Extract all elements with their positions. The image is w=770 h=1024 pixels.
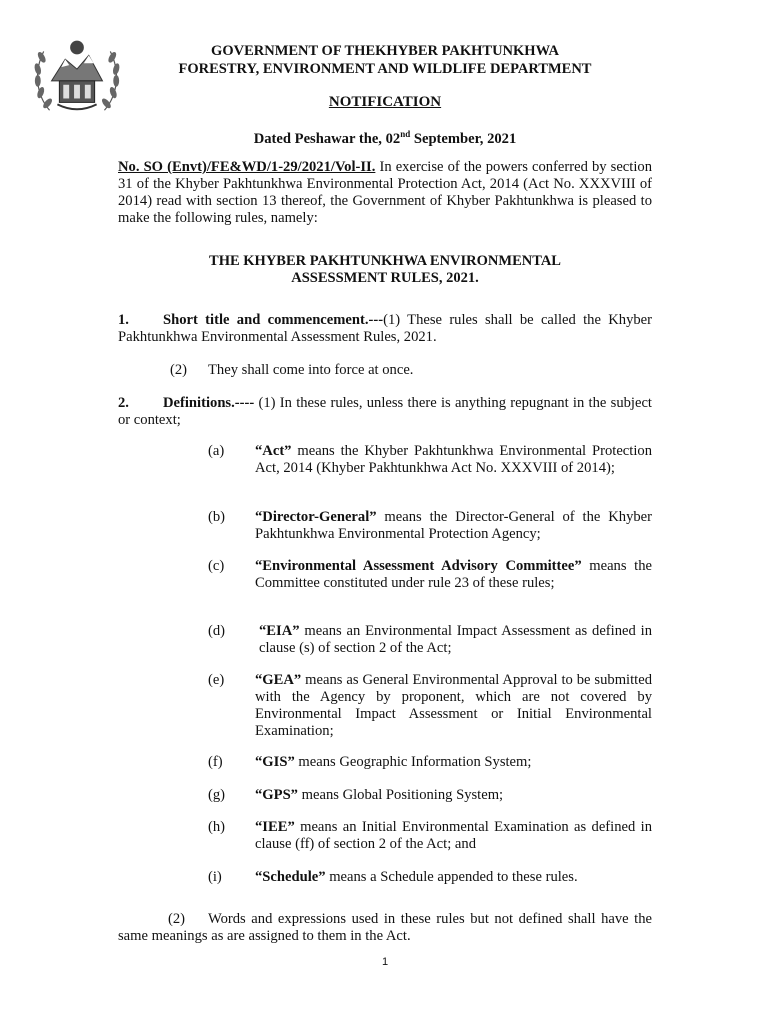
definition-item	[255, 869, 652, 886]
definition-label: (d)	[208, 623, 226, 639]
section-2-sub2-text: Words and expressions used in these rules but not defined shall have the same meanings as are assigned to them in the Act.	[118, 911, 652, 944]
definition-text: means an Environmental Impact Assessment as defined in clause (s) of section 2 of the Act;	[259, 623, 652, 656]
notification-title: NOTIFICATION	[328, 94, 442, 110]
definition-label: (f)	[208, 754, 223, 770]
definition-text: means as General Environmental Approval to be submitted with the Agency by proponent, which are not covered by Environmental Impact Assessment or Initial Environmental Examination;	[255, 672, 652, 739]
section-1-sub2-label: (2)	[170, 362, 188, 378]
definition-text: means the Committee constituted under rule 23 of these rules;	[255, 558, 652, 591]
section-2-number: 2.	[118, 395, 129, 411]
definition-term: “Schedule”	[255, 869, 326, 885]
definition-item	[255, 558, 652, 592]
preamble-text: In exercise of the powers conferred by section 31 of the Khyber Pakhtunkhwa Environmental Protection Act, 2014 (Act No. XXXVIII of 2014) read with section 13 thereof, the Government of Khyber Pakhtunkhwa is pleased to make the following rules, namely:	[118, 159, 652, 226]
definition-text: means Geographic Information System;	[294, 754, 532, 770]
section-1-paragraph	[118, 312, 652, 346]
government-emblem-icon	[28, 24, 126, 122]
definition-item	[255, 443, 652, 477]
dated-superscript: nd	[400, 129, 411, 139]
rules-title-line1: THE KHYBER PAKHTUNKHWA ENVIRONMENTAL	[209, 253, 561, 269]
definition-text: means the Director-General of the Khyber Pakhtunkhwa Environmental Protection Agency;	[255, 509, 652, 542]
definition-label: (e)	[208, 672, 225, 688]
section-1-text: (1) These rules shall be called the Khyber Pakhtunkhwa Environmental Assessment Rules, 2021.	[118, 312, 653, 345]
definition-term: “Environmental Assessment Advisory Committee”	[255, 558, 582, 574]
definition-text: means the Khyber Pakhtunkhwa Environmental Protection Act, 2014 (Khyber Pakhtunkhwa Act No. XXXVIII of 2014);	[255, 443, 652, 476]
definition-label: (h)	[208, 819, 226, 835]
definition-label: (a)	[208, 443, 225, 459]
page-number: 1	[381, 956, 389, 968]
definition-item	[255, 509, 652, 543]
definition-text: means an Initial Environmental Examination as defined in clause (ff) of section 2 of the Act; and	[255, 819, 652, 852]
definition-item	[255, 672, 652, 740]
definition-term: “GEA”	[255, 672, 302, 688]
definition-term: “Director-General”	[255, 509, 377, 525]
dated-line	[120, 125, 650, 148]
definition-term: “EIA”	[259, 623, 300, 639]
definition-text: means a Schedule appended to these rules.	[325, 869, 578, 885]
notification-reference: No. SO (Envt)/FE&WD/1-29/2021/Vol-II.	[118, 159, 376, 175]
section-1-sub2-text: They shall come into force at once.	[208, 362, 414, 378]
dated-prefix: Dated Peshawar the, 02	[253, 130, 401, 147]
definition-term: “Act”	[255, 443, 292, 459]
definition-label: (b)	[208, 509, 226, 525]
definition-label: (c)	[208, 558, 225, 574]
preamble-paragraph	[118, 159, 652, 227]
section-2-heading: Definitions.----	[163, 395, 255, 411]
section-1-heading: Short title and commencement.---	[163, 312, 384, 328]
definition-term: “IEE”	[255, 819, 295, 835]
definition-item	[255, 787, 652, 804]
definition-label: (i)	[208, 869, 222, 885]
definition-text: means Global Positioning System;	[297, 787, 504, 803]
department-heading: FORESTRY, ENVIRONMENT AND WILDLIFE DEPARTMENT	[178, 61, 592, 77]
definition-item	[255, 819, 652, 853]
definition-item	[255, 754, 652, 771]
dated-suffix: September, 2021	[410, 130, 517, 147]
rules-title-line2: ASSESSMENT RULES, 2021.	[291, 270, 479, 286]
definition-term: “GIS”	[255, 754, 295, 770]
definition-term: “GPS”	[255, 787, 298, 803]
section-1-number: 1.	[118, 312, 129, 328]
section-2-sub2-paragraph	[118, 911, 652, 945]
government-heading: GOVERNMENT OF THEKHYBER PAKHTUNKHWA	[211, 43, 559, 59]
section-2-paragraph	[118, 395, 652, 429]
definition-item	[259, 623, 652, 657]
section-2-text: (1) In these rules, unless there is anything repugnant in the subject or context;	[118, 395, 652, 428]
section-2-sub2-label: (2)	[168, 911, 186, 927]
definition-label: (g)	[208, 787, 226, 803]
